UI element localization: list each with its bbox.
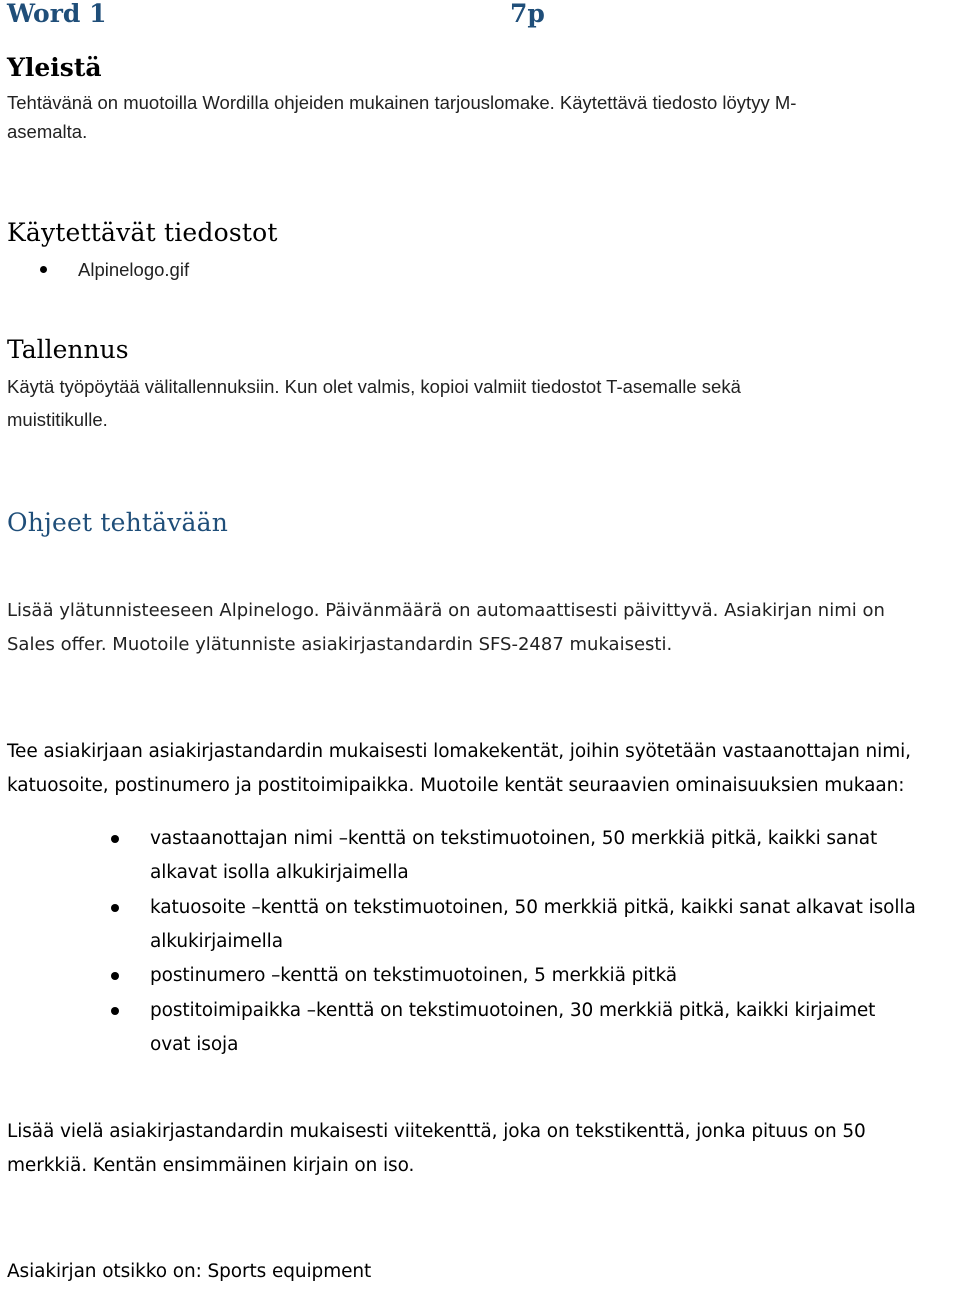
- saving-text-line1: Käytä työpöytää välitallennuksiin. Kun olet valmis, kopioi valmiit tiedostot T-asemalle sekä: [7, 376, 741, 397]
- points-label: 7p: [510, 0, 545, 28]
- bullet-icon: [111, 1007, 119, 1015]
- general-text-line1: Tehtävänä on muotoilla Wordilla ohjeiden mukainen tarjouslomake. Käytettävä tiedosto löytyy M-: [7, 92, 797, 113]
- page-title: Word 1: [7, 0, 107, 28]
- instructions-para3-line1: Lisää vielä asiakirjastandardin mukaisesti viitekenttä, joka on tekstikenttä, jonka pituus on 50: [7, 1121, 866, 1142]
- bullet-item-2-line1: katuosoite –kenttä on tekstimuotoinen, 50 merkkiä pitkä, kaikki sanat alkavat isolla: [150, 897, 916, 918]
- heading-files: Käytettävät tiedostot: [7, 218, 278, 247]
- instructions-para2-line1: Tee asiakirjaan asiakirjastandardin mukaisesti lomakekentät, joihin syötetään vastaanottajan nimi,: [7, 741, 911, 762]
- file-item: Alpinelogo.gif: [78, 259, 190, 280]
- instructions-para3-line2: merkkiä. Kentän ensimmäinen kirjain on iso.: [7, 1155, 415, 1176]
- saving-text-line2: muistitikulle.: [7, 409, 108, 430]
- bullet-item-4-line1: postitoimipaikka –kenttä on tekstimuotoinen, 30 merkkiä pitkä, kaikki kirjaimet: [150, 1000, 876, 1021]
- instructions-para1-line1: Lisää ylätunnisteeseen Alpinelogo. Päivänmäärä on automaattisesti päivittyvä. Asiakirjan nimi on: [7, 600, 885, 621]
- instructions-para4: Asiakirjan otsikko on: Sports equipment: [7, 1261, 372, 1282]
- instructions-para2-line2: katuosoite, postinumero ja postitoimipaikka. Muotoile kentät seuraavien ominaisuuksien mukaan:: [7, 775, 905, 796]
- bullet-icon: [111, 972, 119, 980]
- bullet-item-2-line2: alkukirjaimella: [150, 931, 283, 952]
- bullet-icon: [40, 266, 47, 273]
- bullet-icon: [111, 835, 119, 843]
- heading-instructions: Ohjeet tehtävään: [7, 508, 229, 537]
- instructions-para1-line2: Sales offer. Muotoile ylätunniste asiakirjastandardin SFS-2487 mukaisesti.: [7, 634, 673, 655]
- bullet-item-4-line2: ovat isoja: [150, 1034, 239, 1055]
- bullet-item-1-line1: vastaanottajan nimi –kenttä on tekstimuotoinen, 50 merkkiä pitkä, kaikki sanat: [150, 828, 878, 849]
- heading-general: Yleistä: [7, 53, 102, 82]
- bullet-item-3-line1: postinumero –kenttä on tekstimuotoinen, 5 merkkiä pitkä: [150, 965, 677, 986]
- bullet-item-1-line2: alkavat isolla alkukirjaimella: [150, 862, 409, 883]
- heading-saving: Tallennus: [7, 335, 129, 364]
- general-text-line2: asemalta.: [7, 121, 88, 142]
- bullet-icon: [111, 904, 119, 912]
